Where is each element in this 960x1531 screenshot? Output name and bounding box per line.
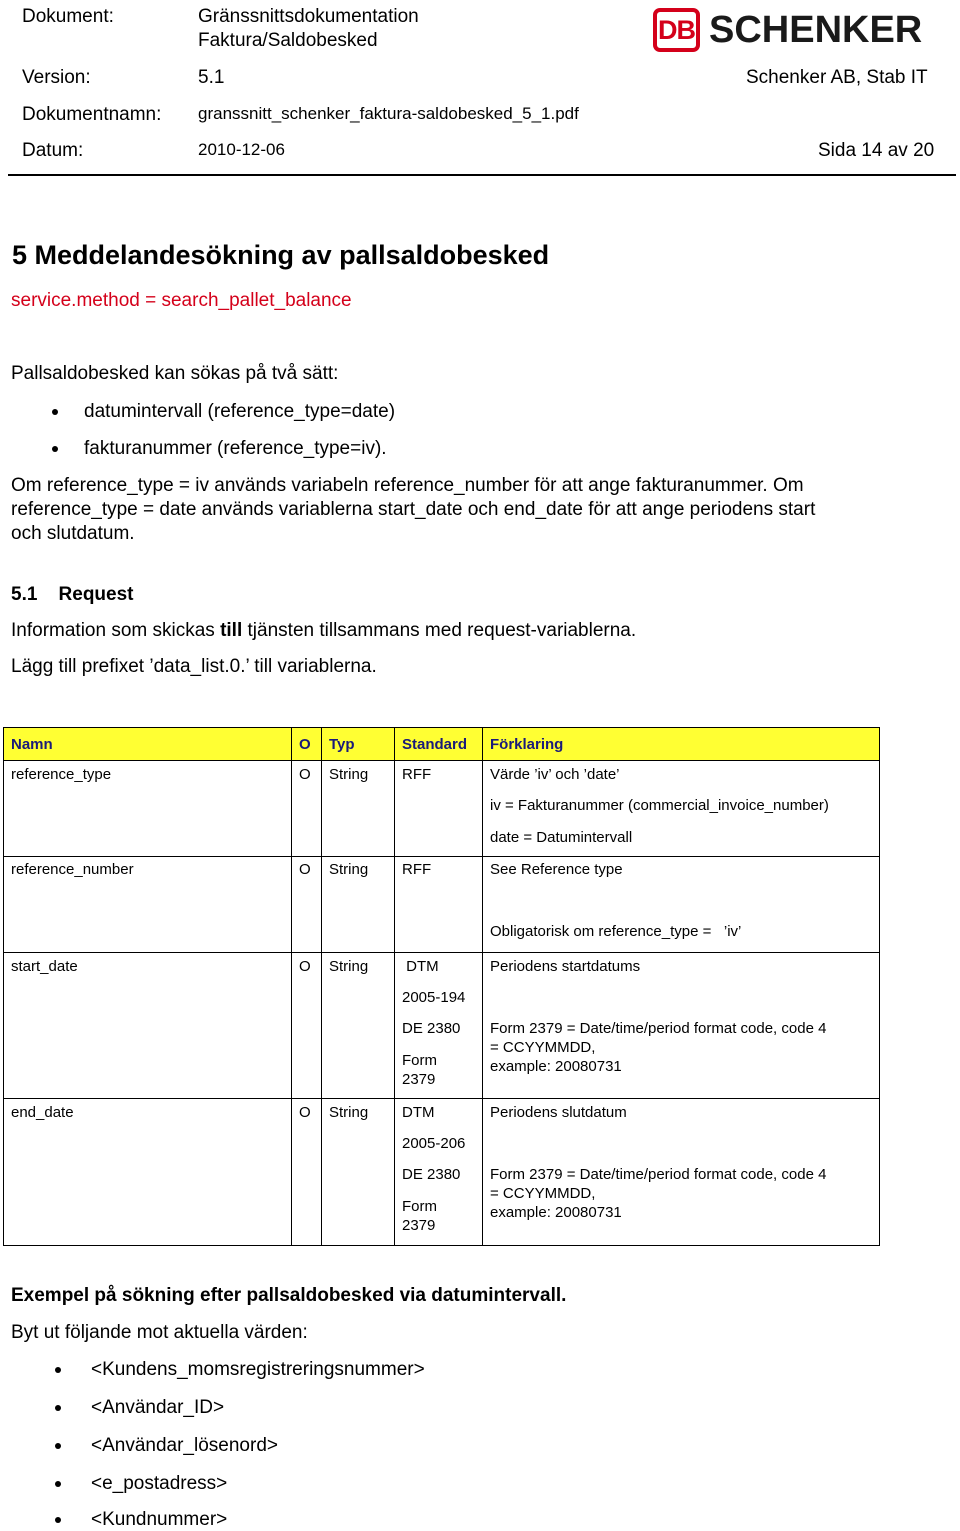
bullet-icon — [55, 1481, 61, 1487]
cell-name: reference_type — [11, 766, 112, 783]
datum-label: Datum: — [22, 140, 84, 161]
cell-standard: 2379 — [402, 1217, 436, 1234]
bullet-icon — [55, 1405, 61, 1411]
request-variables-table — [3, 727, 880, 1246]
placeholder-item: <Kundens_momsregistreringsnummer> — [91, 1359, 425, 1380]
cell-standard: 2379 — [402, 1071, 436, 1088]
bullet-icon — [52, 446, 58, 452]
bullet-icon — [55, 1367, 61, 1373]
col-header-standard: Standard — [395, 728, 483, 761]
dokumentnamn-value: granssnitt_schenker_faktura-saldobesked_5_1.pdf — [198, 104, 579, 123]
cell-o: O — [299, 958, 311, 975]
version-label: Version: — [22, 67, 91, 88]
page-number: Sida 14 av 20 — [818, 140, 935, 161]
cell-typ: String — [329, 958, 369, 975]
cell-standard: 2005-206 — [402, 1135, 466, 1152]
cell-standard: DE 2380 — [402, 1166, 461, 1183]
header-divider — [8, 174, 956, 176]
cell-forklaring: Obligatorisk om reference_type = ’iv’ — [490, 923, 742, 940]
cell-standard: RFF — [402, 766, 432, 783]
bullet-icon — [52, 409, 58, 415]
cell-o: O — [299, 861, 311, 878]
intro-text: Pallsaldobesked kan sökas på två sätt: — [11, 363, 339, 384]
paragraph-line: Om reference_type = iv används variabeln reference_number för att ange fakturanummer. Om — [11, 475, 804, 496]
cell-forklaring: Form 2379 = Date/time/period format code, code 4 — [490, 1166, 827, 1183]
cell-o: O — [299, 766, 311, 783]
info-text-pre: Information som skickas — [11, 620, 221, 641]
placeholder-item: <Användar_ID> — [91, 1397, 225, 1418]
cell-standard: RFF — [402, 861, 432, 878]
cell-forklaring: Värde ’iv’ och ’date’ — [490, 766, 620, 783]
schenker-wordmark: SCHENKER — [709, 9, 923, 51]
table-row — [4, 761, 880, 857]
info-text-post: tjänsten tillsammans med request-variablerna. — [242, 620, 637, 641]
cell-forklaring: = CCYYMMDD, — [490, 1185, 596, 1202]
cell-typ: String — [329, 1104, 369, 1121]
cell-standard: Form — [402, 1052, 437, 1069]
section-title: 5 Meddelandesökning av pallsaldobesked — [12, 240, 550, 270]
col-header-forklaring: Förklaring — [483, 728, 880, 761]
version-value: 5.1 — [198, 67, 225, 88]
info-text — [11, 620, 636, 642]
bullet-icon — [55, 1517, 61, 1523]
col-header-namn: Namn — [4, 728, 292, 761]
cell-standard: DE 2380 — [402, 1020, 461, 1037]
cell-forklaring: example: 20080731 — [490, 1058, 622, 1075]
placeholder-item: <Kundnummer> — [91, 1509, 228, 1530]
cell-standard: Form — [402, 1198, 437, 1215]
info-text-bold: till — [220, 620, 243, 641]
cell-forklaring: example: 20080731 — [490, 1204, 622, 1221]
prefix-text: Lägg till prefixet ’data_list.0.’ till variablerna. — [11, 656, 377, 677]
table-row — [4, 1099, 880, 1246]
cell-typ: String — [329, 766, 369, 783]
dokument-value-line1: Gränssnittsdokumentation — [198, 6, 419, 27]
cell-forklaring: iv = Fakturanummer (commercial_invoice_number) — [490, 797, 829, 814]
paragraph-line: och slutdatum. — [11, 523, 135, 544]
cell-o: O — [299, 1104, 311, 1121]
db-schenker-logo — [653, 6, 944, 56]
col-header-typ: Typ — [322, 728, 395, 761]
table-header-row — [4, 728, 880, 761]
cell-forklaring: Form 2379 = Date/time/period format code, code 4 — [490, 1020, 827, 1037]
cell-forklaring: Periodens slutdatum — [490, 1104, 627, 1121]
dokumentnamn-label: Dokumentnamn: — [22, 104, 162, 125]
cell-name: reference_number — [11, 861, 134, 878]
subsection-title: 5.1 Request — [11, 584, 134, 605]
db-logo-mark: DB — [653, 8, 700, 52]
placeholder-item: <Användar_lösenord> — [91, 1435, 278, 1456]
table-row — [4, 857, 880, 953]
company-name: Schenker AB, Stab IT — [746, 67, 928, 88]
bullet-icon — [55, 1443, 61, 1449]
cell-forklaring: date = Datumintervall — [490, 829, 633, 846]
cell-standard: DTM — [402, 1104, 435, 1121]
cell-forklaring: = CCYYMMDD, — [490, 1039, 596, 1056]
example-intro: Byt ut följande mot aktuella värden: — [11, 1322, 308, 1343]
bullet-item: datumintervall (reference_type=date) — [84, 401, 396, 422]
placeholder-item: <e_postadress> — [91, 1473, 228, 1494]
cell-standard: 2005-194 — [402, 989, 466, 1006]
cell-name: end_date — [11, 1104, 74, 1121]
cell-forklaring: See Reference type — [490, 861, 623, 878]
cell-typ: String — [329, 861, 369, 878]
bullet-item: fakturanummer (reference_type=iv). — [84, 438, 387, 459]
dokument-value-line2: Faktura/Saldobesked — [198, 30, 378, 51]
cell-name: start_date — [11, 958, 78, 975]
table-row — [4, 953, 880, 1099]
service-method: service.method = search_pallet_balance — [11, 290, 352, 311]
col-header-o: O — [292, 728, 322, 761]
paragraph-line: reference_type = date används variablerna start_date och end_date för att ange periodens start — [11, 499, 816, 520]
cell-forklaring: Periodens startdatums — [490, 958, 641, 975]
datum-value: 2010-12-06 — [198, 140, 285, 159]
cell-standard: DTM — [402, 958, 439, 975]
example-title: Exempel på sökning efter pallsaldobesked via datumintervall. — [11, 1285, 567, 1306]
dokument-label: Dokument: — [22, 6, 114, 27]
